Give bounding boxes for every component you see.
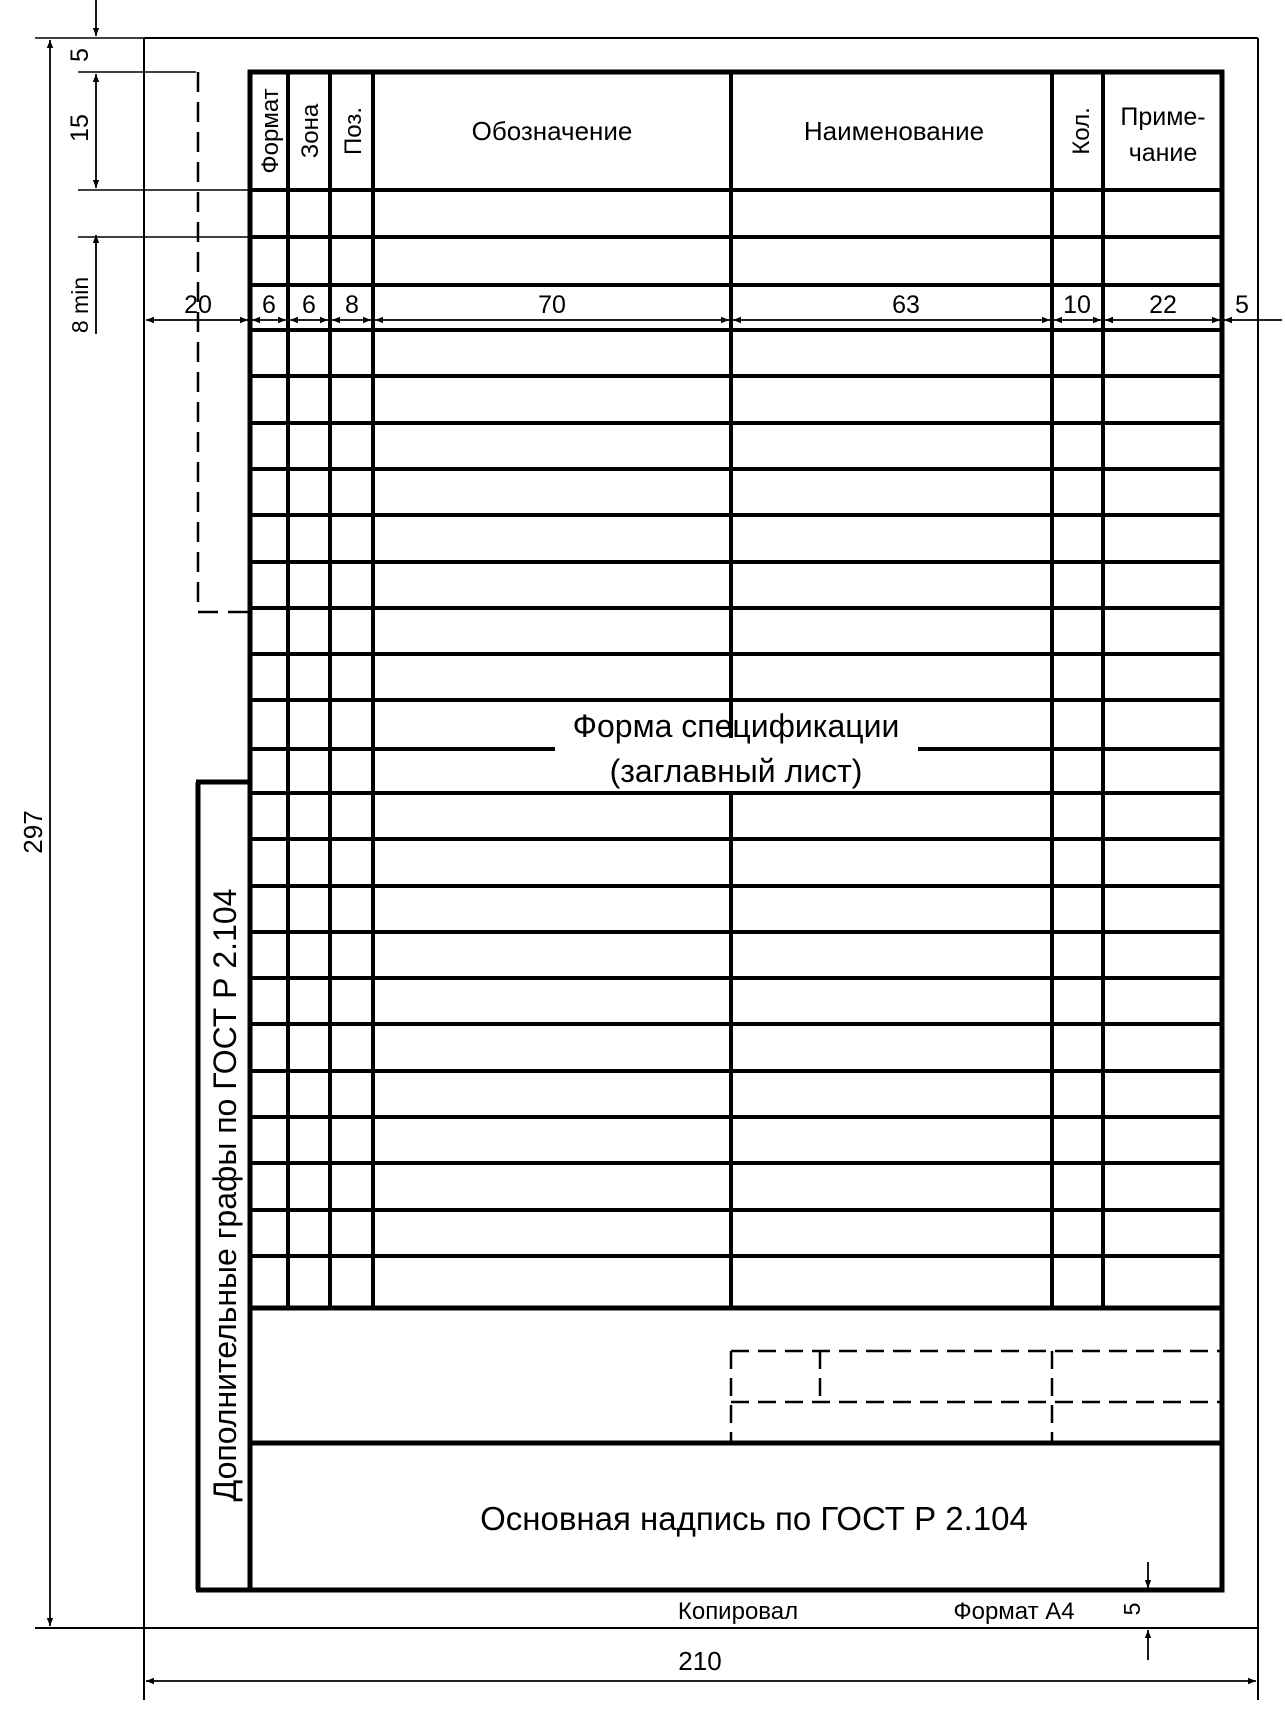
col-header-name: Наименование — [803, 116, 985, 146]
dim-col-name: 63 — [892, 291, 920, 319]
form-title-line2: (заглавный лист) — [609, 753, 863, 789]
side-label: Дополнительные графы по ГОСТ Р 2.104 — [207, 888, 243, 1502]
footer-copied: Копировал — [677, 1598, 799, 1625]
col-header-note-line2: чание — [1128, 139, 1198, 167]
column-widths — [184, 291, 1249, 319]
col-header-designation: Обозначение — [471, 116, 633, 146]
stamp-area — [250, 1308, 1222, 1443]
dim-left-margin: 20 — [184, 291, 212, 319]
dim-sheet-height: 297 — [18, 810, 48, 854]
dim-sheet-width: 210 — [678, 1646, 722, 1676]
col-header-format: Формат — [257, 88, 284, 174]
dim-header-height: 15 — [66, 114, 94, 142]
dim-col-note: 22 — [1149, 291, 1177, 319]
dim-col-qty: 10 — [1063, 291, 1091, 319]
dim-top-margin: 5 — [66, 48, 94, 62]
form-title-line1: Форма спецификации — [572, 708, 900, 744]
footer-format: Формат А4 — [953, 1598, 1075, 1625]
extension-lines — [35, 38, 1222, 335]
col-header-zone: Зона — [297, 103, 324, 159]
dim-col-designation: 70 — [538, 291, 566, 319]
col-header-pos: Поз. — [340, 107, 367, 155]
column-lines — [288, 72, 1103, 1308]
dim-bottom-margin: 5 — [1119, 1602, 1145, 1616]
dim-right-margin: 5 — [1235, 291, 1249, 319]
main-inscription: Основная надпись по ГОСТ Р 2.104 — [480, 1500, 1028, 1537]
col-header-qty: Кол. — [1068, 107, 1095, 155]
dim-col-pos: 8 — [345, 291, 359, 319]
dim-col-zone: 6 — [302, 291, 316, 319]
col-header-note-line1: Приме- — [1120, 103, 1206, 131]
dim-col-format: 6 — [262, 291, 276, 319]
dim-row-min: 8 min — [67, 276, 93, 334]
